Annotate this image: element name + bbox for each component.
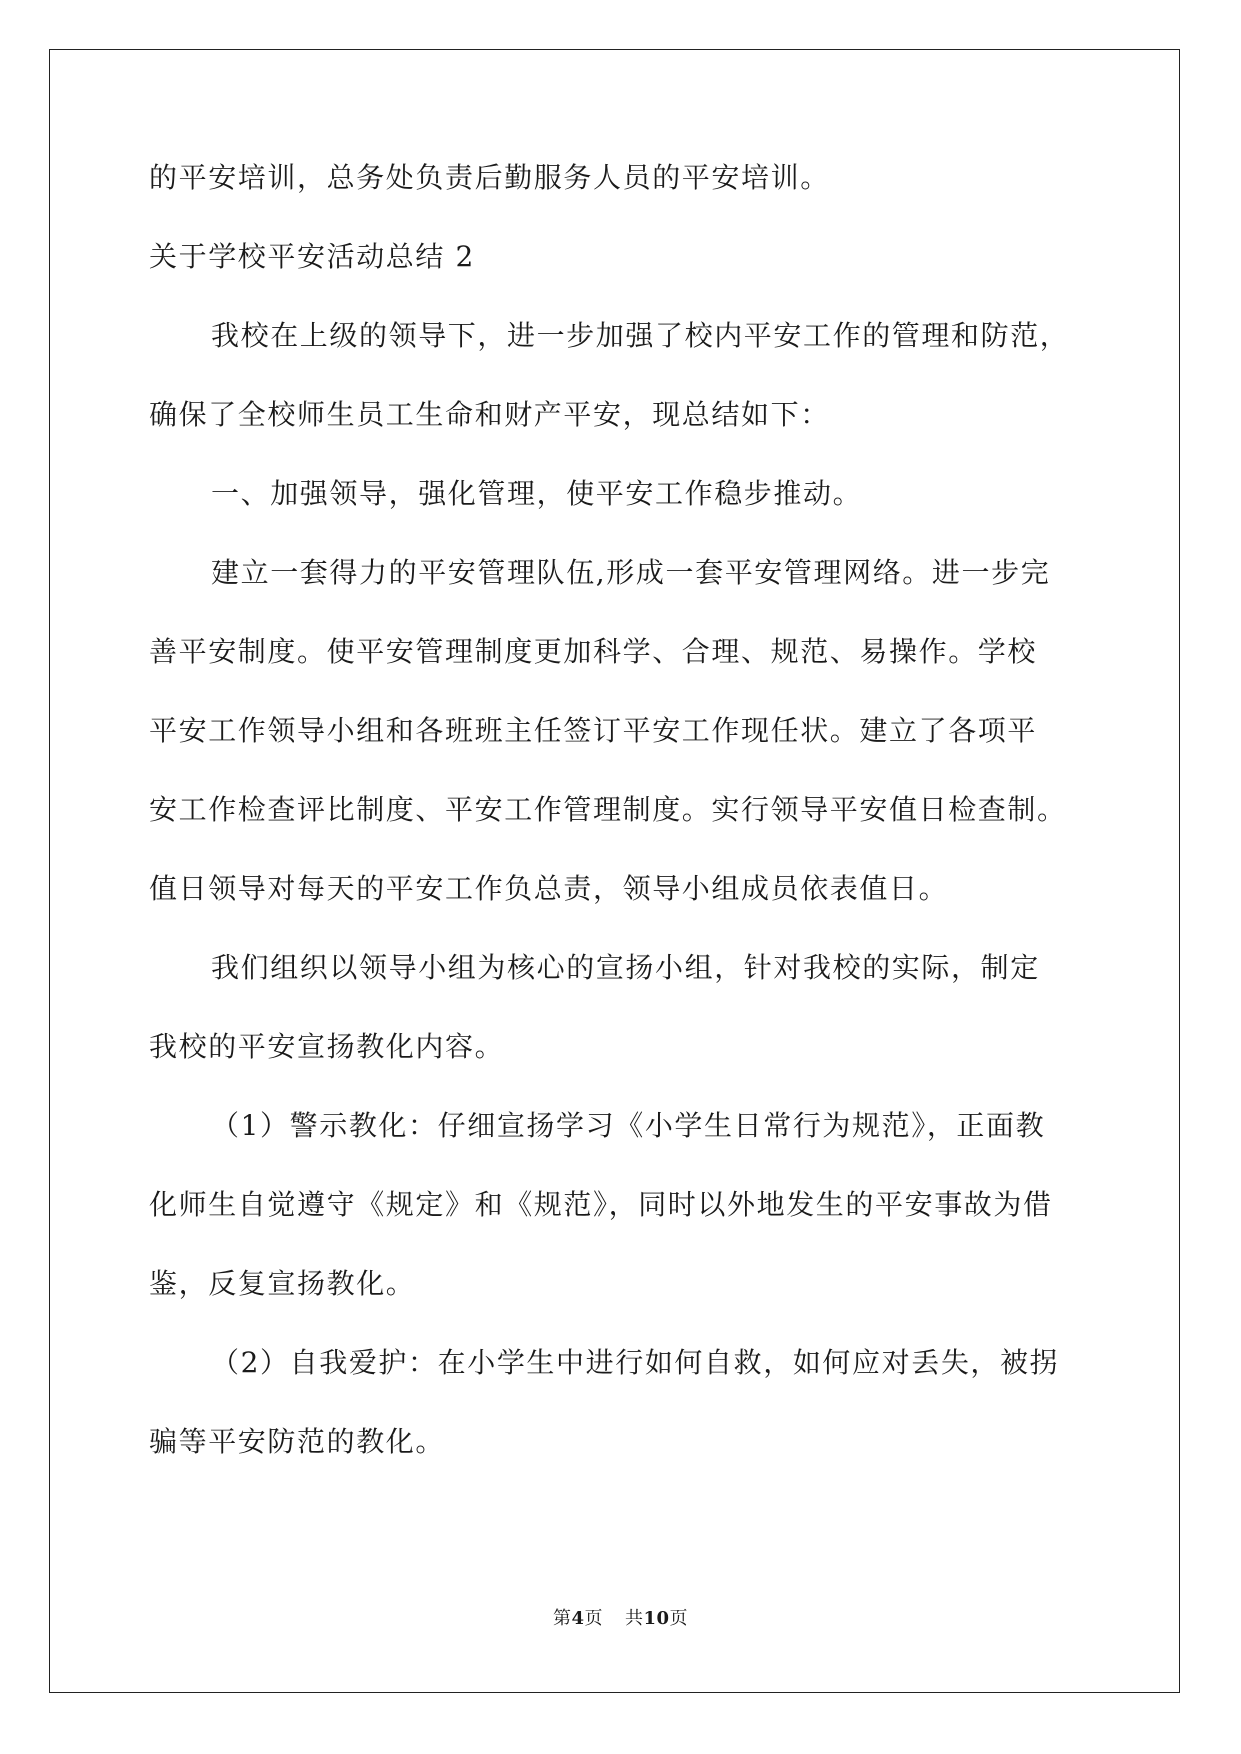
paragraph-line: 鉴，反复宣扬教化。 [149,1267,416,1300]
paragraph-line: （1）警示教化：仔细宣扬学习《小学生日常行为规范》，正面教 [211,1109,1046,1142]
paragraph-line: 善平安制度。使平安管理制度更加科学、合理、规范、易操作。学校 [149,635,1038,668]
paragraph-line: 我校在上级的领导下，进一步加强了校内平安工作的管理和防范， [211,319,1070,352]
section-heading: 关于学校平安活动总结 2 [149,240,475,273]
total-pages: 10 [643,1608,670,1629]
page-number: 4 [571,1608,585,1629]
paragraph-line: 一、加强领导，强化管理，使平安工作稳步推动。 [211,477,863,510]
paragraph-line: 值日领导对每天的平安工作负总责，领导小组成员依表值日。 [149,872,949,905]
paragraph-line: 平安工作领导小组和各班班主任签订平安工作现任状。建立了各项平 [149,714,1038,747]
paragraph-line: 我校的平安宣扬教化内容。 [149,1030,505,1063]
paragraph-line: 骗等平安防范的教化。 [149,1425,446,1458]
page-suffix: 页 [584,1608,603,1629]
page-prefix: 第 [552,1608,572,1629]
page-footer [0,1607,1241,1631]
paragraph-line: 确保了全校师生员工生命和财产平安，现总结如下： [149,398,830,431]
total-suffix: 页 [669,1608,689,1629]
paragraph-line: 建立一套得力的平安管理队伍,形成一套平安管理网络。进一步完 [211,556,1051,589]
paragraph-line: （2）自我爱护：在小学生中进行如何自救，如何应对丢失，被拐 [211,1346,1060,1379]
paragraph-line: 的平安培训，总务处负责后勤服务人员的平安培训。 [149,161,830,194]
paragraph-line: 安工作检查评比制度、平安工作管理制度。实行领导平安值日检查制。 [149,793,1067,826]
paragraph-line: 化师生自觉遵守《规定》和《规范》，同时以外地发生的平安事故为借 [149,1188,1053,1221]
total-pages-indicator [625,1608,688,1629]
paragraph-line: 我们组织以领导小组为核心的宣扬小组，针对我校的实际，制定 [211,951,1040,984]
total-prefix: 共 [624,1608,644,1629]
document-body [149,158,1089,1501]
page-indicator [553,1608,603,1629]
